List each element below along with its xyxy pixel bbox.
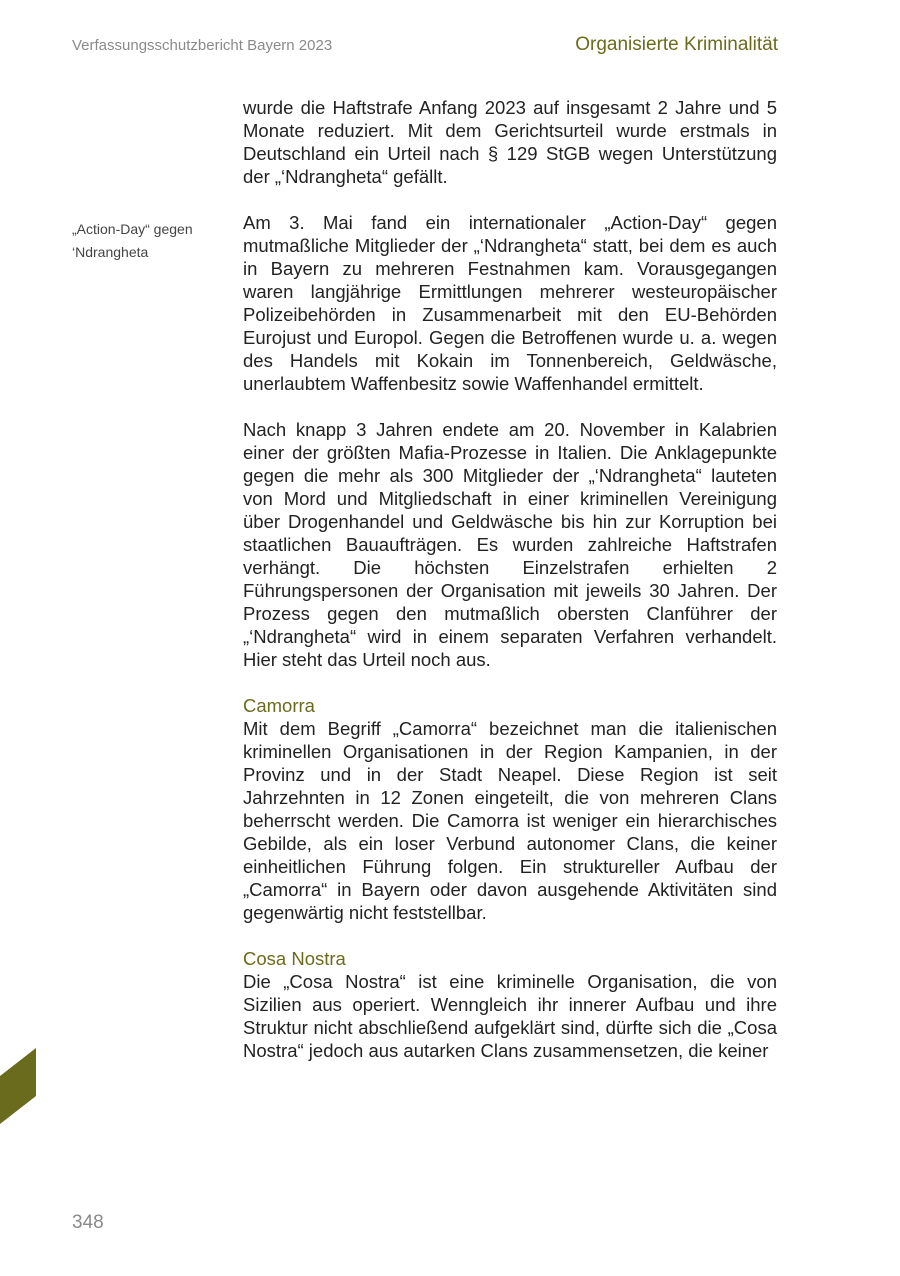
margin-note: „Action-Day“ gegen ‘Ndrangheta [72, 221, 193, 260]
report-title: Verfassungsschutzbericht Bayern 2023 [72, 37, 333, 54]
section-text-camorra: Mit dem Begriff „Camorra“ bezeichnet man die italienischen kriminellen Organisationen in der Region Kampanien, in der Provinz und in der Stadt Neapel. Diese Region ist seit Jahrzehnten in 12 Zonen eingeteilt, die von mehreren Clans beherrscht werden. Die Camorra ist weniger ein hierarchisches Gebilde, als ein loser Verbund autonomer Clans, die keiner einheitlichen Führung folgen. Ein struktureller Aufbau der „Camorra“ in Bayern oder davon ausgehende Aktivitäten sind gegenwärtig nicht feststellbar. [243, 718, 777, 923]
chapter-tab-polygon [0, 1048, 36, 1124]
page-number: 348 [72, 1212, 104, 1233]
chapter-tab-shape [0, 1048, 36, 1124]
paragraph-mafia-prozess: Nach knapp 3 Jahren endete am 20. November in Kalabrien einer der größten Mafia-Prozesse in Italien. Die Anklagepunkte gegen die mehr als 300 Mitglieder der „‘Ndrangheta“ lauteten von Mord und Mitgliedschaft in einer kriminellen Vereinigung über Drogenhandel und Geldwäsche bis hin zur Korruption bei staatlichen Bauaufträgen. Es wurden zahlreiche Haftstrafen verhängt. Die höchsten Einzelstrafen erhielten 2 Führungspersonen der Organisation mit jeweils 30 Jahren. Der Prozess gegen den mutmaßlich obersten Clanführer der „‘Ndrangheta“ wird in einem separaten Verfahren verhandelt. Hier steht das Urteil noch aus. [243, 419, 777, 670]
chapter-title: Organisierte Kriminalität [575, 34, 778, 55]
section-heading-cosa-nostra: Cosa Nostra [243, 948, 346, 969]
paragraph-action-day: Am 3. Mai fand ein internationaler „Action-Day“ gegen mutmaßliche Mitglieder der „‘Ndrangheta“ statt, bei dem es auch in Bayern zu mehreren Festnahmen kam. Vorausgegangen waren langjährige Ermittlungen mehrerer westeuropäischer Polizeibehörden in Zusammenarbeit mit den EU-Behörden Eurojust und Europol. Gegen die Betroffenen wurde u. a. wegen des Handels mit Kokain im Tonnenbereich, Geldwäsche, unerlaubtem Waffenbesitz sowie Waffenhandel ermittelt. [243, 212, 777, 394]
section-text-cosa-nostra: Die „Cosa Nostra“ ist eine kriminelle Organisation, die von Sizilien aus operiert. Wenngleich ihr innerer Aufbau und ihre Struktur nicht abschließend aufgeklärt sind, dürfte sich die „Cosa Nostra“ jedoch aus autarken Clans zusammensetzen, die keiner [243, 971, 777, 1061]
section-heading-camorra: Camorra [243, 695, 315, 716]
chapter-tab-marker [0, 1048, 36, 1124]
main-text [243, 96, 777, 1085]
paragraph-haftstrafe: wurde die Haftstrafe Anfang 2023 auf insgesamt 2 Jahre und 5 Monate reduziert. Mit dem Gerichtsurteil wurde erstmals in Deutschland ein Urteil nach § 129 StGB wegen Unterstützung der „‘Ndrangheta“ gefällt. [243, 97, 777, 187]
